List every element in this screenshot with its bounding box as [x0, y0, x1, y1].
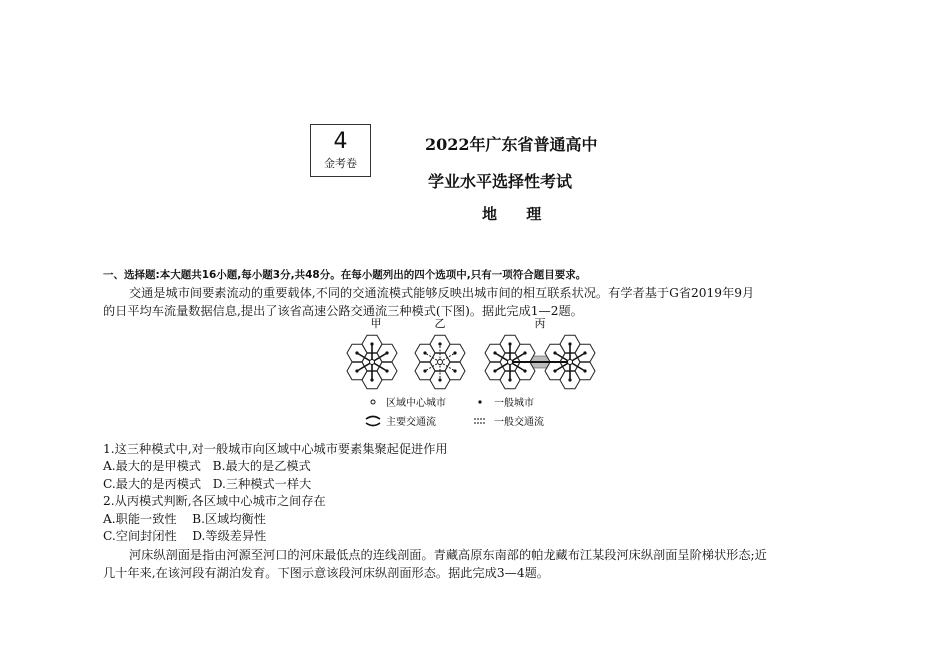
passage-2-line2: 几十年来,在该河段有湖泊发育。下图示意该段河床纵剖面形态。据此完成3—4题。: [103, 566, 549, 580]
legend-general-city: 一般城市: [494, 398, 534, 409]
question-2-stem: 2.从丙模式判断,各区域中心城市之间存在: [103, 494, 326, 508]
legend-general-flow: 一般交通流: [494, 417, 544, 428]
question-2-options-row2: [103, 528, 266, 545]
section-heading: 一、选择题:本大题共16小题,每小题3分,共48分。在每小题列出的四个选项中,只有一项符合题目要求。: [103, 269, 587, 281]
q2-option-c: C.空间封闭性: [103, 529, 177, 543]
q2-option-d: D.等级差异性: [192, 529, 267, 543]
q2-option-b: B.区域均衡性: [192, 512, 266, 526]
question-1-options-row1: [103, 458, 311, 475]
q1-option-d: D.三种模式一样大: [212, 477, 312, 491]
q1-option-a: A.最大的是甲模式: [103, 459, 201, 473]
q1-option-c: C.最大的是丙模式: [103, 477, 202, 491]
q2-option-a: A.职能一致性: [103, 512, 177, 526]
question-1-stem: 1.这三种模式中,对一般城市向区域中心城市要素集聚起促进作用: [103, 442, 448, 456]
passage-1-line1: 交通是城市间要素流动的重要载体,不同的交通流模式能够反映出城市间的相互联系状况。有学者基于G省2019年9月: [129, 286, 755, 300]
main-flow-symbol: [366, 417, 380, 426]
exam-subject: 地 理: [482, 205, 554, 223]
passage-1: [103, 284, 839, 320]
pattern-bing-diagram: [485, 335, 595, 388]
pattern-label-yi: 乙: [434, 317, 446, 330]
exam-badge: [310, 124, 371, 177]
pattern-yi-diagram: [415, 335, 465, 388]
legend-center-city: 区域中心城市: [386, 398, 446, 409]
traffic-flow-figure: [340, 316, 620, 436]
badge-number: 4: [333, 129, 348, 154]
pattern-label-bing: 丙: [534, 317, 546, 330]
pattern-jia-diagram: [347, 335, 397, 388]
general-city-symbol: [478, 400, 481, 403]
question-1-options-row2: [103, 476, 311, 493]
pattern-label-jia: 甲: [370, 317, 382, 330]
passage-2: [103, 546, 839, 582]
exam-title-line2: 学业水平选择性考试: [428, 172, 573, 191]
general-flow-symbol: [474, 419, 486, 423]
badge-label: 金考卷: [324, 157, 357, 170]
figure-legend: [366, 396, 544, 428]
exam-title-line1: 2022年广东省普通高中: [425, 135, 598, 154]
q1-option-b: B.最大的是乙模式: [212, 459, 311, 473]
center-city-symbol: [371, 400, 375, 404]
legend-main-flow: 主要交通流: [386, 417, 436, 428]
question-2-options-row1: [103, 511, 266, 528]
passage-1-line2: 的日平均车流量数据信息,提出了该省高速公路交通流三种模式(下图)。据此完成1—2题。: [103, 304, 583, 318]
passage-2-line1: 河床纵剖面是指由河源至河口的河床最低点的连线剖面。青藏高原东南部的帕龙藏布江某段河床纵剖面呈阶梯状形态;近: [129, 548, 767, 562]
